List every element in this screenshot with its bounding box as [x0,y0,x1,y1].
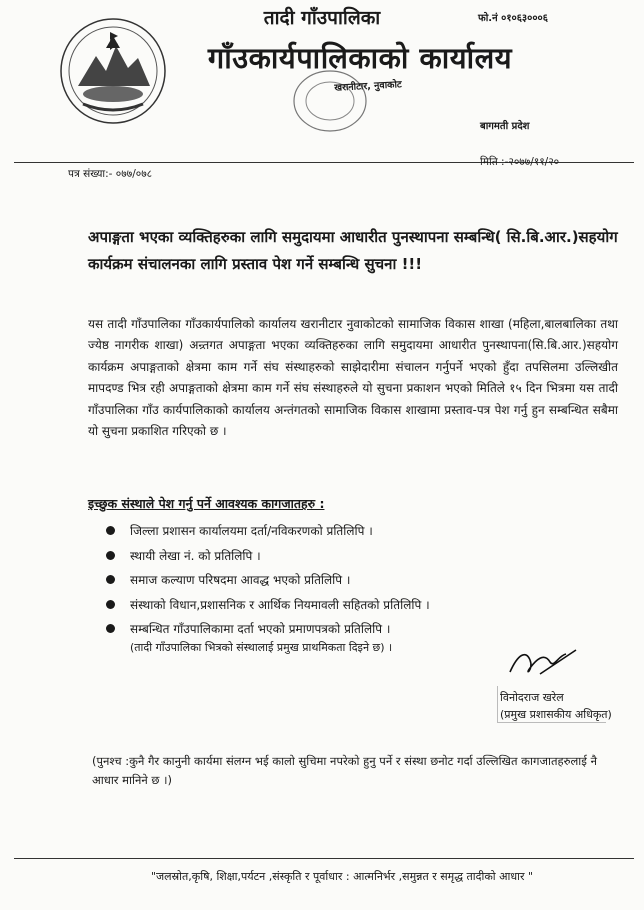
list-item: सम्बन्धित गाँउपालिकामा दर्ता भएको प्रमाणपत्रको प्रतिलिपि । [106,619,586,644]
address-line-1: खरानीटार, नुवाकोट [334,79,402,94]
notice-subject: अपाङ्गता भएका व्यक्तिहरुका लागि समुदायमा आधारीत पुनस्थापना सम्बन्धि( सि.बि.आर.)सहयोग कार्यक्रम संचालनका लागि प्रस्ताव पेश गर्ने सम्बन्धि सुचना !!! [88,228,618,273]
municipality-name: तादी गाँउपालिका [263,7,381,29]
signatory-title: (प्रमुख प्रशासकीय अधिकृत) [500,708,612,721]
notice-body: यस तादी गाँउपालिका गाँउकार्यपालिको कार्यालय खरानीटार नुवाकोटको सामाजिक विकास शाखा (महिला,बालबालिका तथा ज्येष्ठ नागरीक शाखा) अन्र्तगत अपाङ्गता भएका व्यक्तिहरुका लागि समुदायमा आधारीत पुनस्थापना(सि.बि.आर.)सहयोग कार्यक्रम अपाङ्गताको क्षेत्रमा काम गर्ने संघ संस्थाहरुको साझेदारीमा संचालन गर्नुपर्ने भएको हुँदा तपसिलमा उल्लिखीत मापदण्ड भित्र रही अपाङ्गताको क्षेत्रमा काम गर्ने संघ संस्थाहरुले यो सुचना प्रकाशन भएको मितिले १५ दिन भित्रमा यस तादी गाँउपालिका गाँउ कार्यपालिकाको कार्यालय अन्तंगतको सामाजिक विकास शाखामा प्रस्ताव-पत्र पेश गर्नु हुन सम्बन्धित सबैमा यो सुचना प्रकाशित गरिएको छ । [88,317,618,439]
list-item: संस्थाको विधान,प्रशासनिक र आर्थिक नियमावली सहितको प्रतिलिपि । [106,595,586,620]
bullet-dot-icon [106,526,115,535]
footer-slogan: "जलस्रोत,कृषि, शिक्षा,पर्यटन ,संस्कृति र पूर्वाधार : आत्मनिर्भर ,समुन्नत र समृद्ध तादीको आधार " [150,870,534,883]
list-item: समाज कल्याण परिषदमा आवद्ध भएको प्रतिलिपि । [106,570,586,595]
province-name: बागमती प्रदेश [480,121,530,132]
footer-divider [14,858,634,859]
requirements-heading: इच्छुक संस्थाले पेश गर्नु पर्ने आवश्यक कागजातहरु : [88,496,325,511]
list-item: स्थायी लेखा नं. को प्रतिलिपि । [106,546,586,571]
office-stamp-icon [290,66,370,136]
letter-date: मिति :-२०७७/११/२० [480,156,560,168]
handwritten-signature-icon [500,646,580,680]
phone-number: फो.नं ०१०६३०००६ [478,13,548,24]
list-item: जिल्ला प्रशासन कार्यालयमा दर्ता/नविकरणको प्रतिलिपि । [106,521,586,546]
requirements-list [106,521,586,644]
bullet-dot-icon [106,551,115,560]
postscript: (पुनश्च :कुनै गैर कानुनी कार्यमा संलग्न भई कालो सुचिमा नपरेको हुनु पर्ने र संस्था छनोट गर्दा उल्लिखित कागजातहरुलाई नै आधार मानिने छ ।) [92,754,597,787]
nepal-emblem-logo-icon [58,16,168,126]
priority-note: (तादी गाँउपालिका भित्रको संस्थालाई प्रमुख प्राथमिकता दिइने छ) । [130,641,393,654]
bullet-dot-icon [106,575,115,584]
office-title: गाँउकार्यपालिकाको कार्यालय [207,41,513,75]
signatory-name: विनोदराज खरेल [500,691,564,704]
reference-number: पत्र संख्या:- ०७७/०७८ [68,168,153,180]
bullet-dot-icon [106,600,115,609]
bullet-dot-icon [106,624,115,633]
